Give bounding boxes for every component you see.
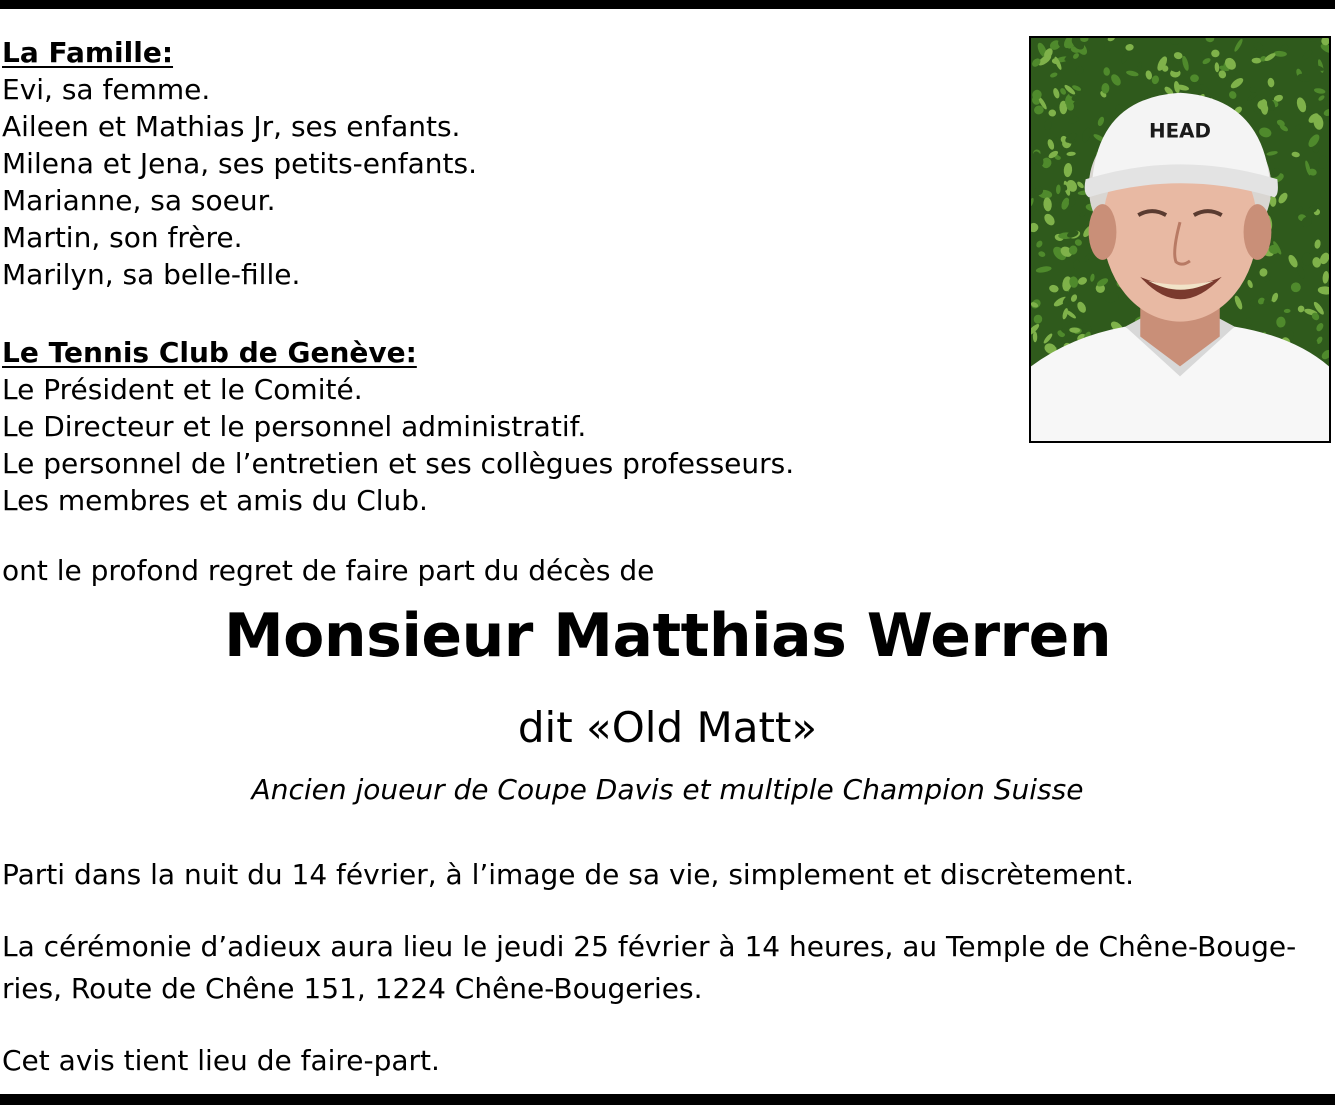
hedge-leaf	[1211, 50, 1219, 58]
club-heading: Le Tennis Club de Genève:	[2, 336, 417, 369]
portrait-photo	[1029, 36, 1331, 443]
deceased-nickname: dit «Old Matt»	[517, 703, 818, 752]
family-heading: La Famille:	[2, 36, 174, 69]
club-line: Le Directeur et le personnel administratif.	[2, 410, 587, 443]
family-line: Milena et Jena, ses petits-enfants.	[2, 147, 477, 180]
hedge-leaf	[1270, 196, 1277, 207]
ceremony-line: ries, Route de Chêne 151, 1224 Chêne-Bougeries.	[2, 972, 703, 1005]
ceremony-line: La cérémonie d’adieux aura lieu le jeudi 25 février à 14 heures, au Temple de Chêne-Bouge-	[2, 930, 1297, 963]
right-ear	[1244, 204, 1272, 260]
club-line: Le Président et le Comité.	[2, 373, 363, 406]
hedge-leaf	[1252, 58, 1262, 64]
deceased-name: Monsieur Matthias Werren	[223, 601, 1112, 671]
family-section	[2, 34, 477, 293]
deceased-subtitle: Ancien joueur de Coupe Davis et multiple Champion Suisse	[251, 773, 1084, 806]
cap-logo: HEAD	[1148, 119, 1212, 143]
ceremony-paragraph	[2, 926, 1332, 1010]
hedge-leaf	[1190, 74, 1199, 82]
family-line: Marianne, sa soeur.	[2, 184, 276, 217]
family-line: Martin, son frère.	[2, 221, 243, 254]
club-section	[2, 334, 794, 519]
passing-paragraph: Parti dans la nuit du 14 février, à l’image de sa vie, simplement et discrètement.	[2, 858, 1134, 891]
club-line: Les membres et amis du Club.	[2, 484, 428, 517]
family-line: Marilyn, sa belle-fille.	[2, 258, 301, 291]
bottom-rule	[0, 1094, 1335, 1105]
top-rule	[0, 0, 1335, 9]
family-line: Aileen et Mathias Jr, ses enfants.	[2, 110, 461, 143]
family-line: Evi, sa femme.	[2, 73, 211, 106]
left-ear	[1089, 204, 1117, 260]
club-line: Le personnel de l’entretien et ses collègues professeurs.	[2, 447, 795, 480]
portrait-illustration	[1031, 38, 1329, 441]
notice-paragraph: Cet avis tient lieu de faire-part.	[2, 1044, 440, 1077]
announcement-text: ont le profond regret de faire part du décès de	[2, 554, 655, 587]
